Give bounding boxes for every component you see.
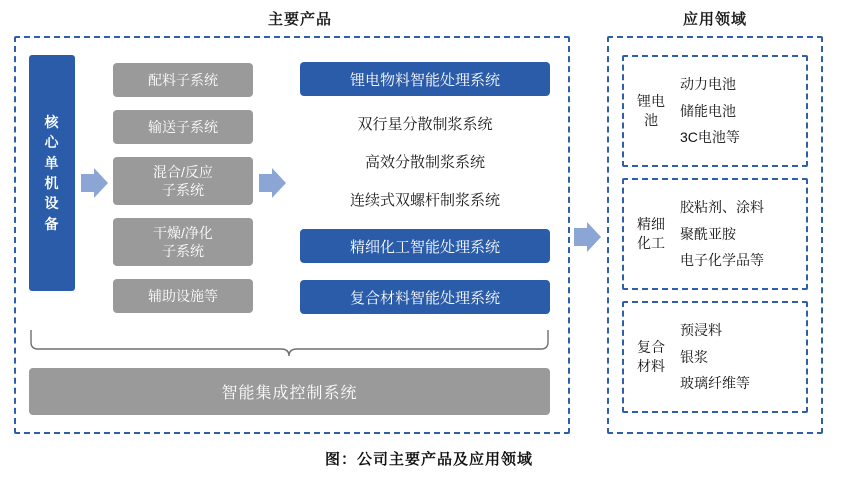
- product-label-1: 锂电物料智能处理系统: [349, 71, 500, 89]
- figure-caption: 图：公司主要产品及应用领域: [324, 451, 533, 468]
- integrated-control-system-bar: [29, 368, 550, 415]
- product-row-4: [300, 184, 550, 214]
- application-item-1-2: 储能电池: [680, 102, 736, 119]
- curly-brace: [29, 330, 550, 356]
- section-title-products: 主要产品: [267, 11, 332, 28]
- product-row-2: [300, 108, 550, 138]
- core-char-6: 备: [44, 215, 60, 232]
- application-category-2: [624, 215, 674, 253]
- product-row-1: [300, 62, 550, 96]
- subsystem-label-3-line2: 子系统: [161, 182, 204, 198]
- product-label-4: 连续式双螺杆制浆系统: [349, 191, 500, 209]
- application-items-2: [674, 194, 806, 274]
- product-row-3: [300, 146, 550, 176]
- application-item-3-2: 银浆: [680, 348, 708, 365]
- application-category-3-line1: 复合: [637, 339, 665, 356]
- core-char-4: 机: [44, 175, 60, 191]
- application-item-1-3: 3C电池等: [680, 129, 740, 146]
- subsystem-label-3-line1: 混合/反应: [153, 163, 213, 180]
- application-items-3: [674, 317, 806, 397]
- subsystem-box-5: [113, 279, 253, 313]
- subsystem-box-2: [113, 110, 253, 144]
- application-card-3: [622, 301, 808, 413]
- product-label-5: 精细化工智能处理系统: [349, 238, 500, 256]
- application-item-2-1: 胶粘剂、涂料: [680, 199, 764, 216]
- arrow-right-icon-1: [81, 168, 109, 198]
- application-category-1-line2: 池: [644, 112, 658, 128]
- product-label-6: 复合材料智能处理系统: [349, 289, 500, 307]
- application-card-1: [622, 55, 808, 167]
- product-row-6: [300, 280, 550, 314]
- core-char-2: 心: [44, 134, 60, 151]
- core-equipment-box: [29, 55, 75, 291]
- application-category-2-line1: 精细: [637, 216, 665, 233]
- application-item-3-1: 预浸料: [680, 322, 722, 339]
- application-item-3-3: 玻璃纤维等: [680, 375, 750, 392]
- application-items-1: [674, 71, 806, 151]
- arrow-right-icon-3: [574, 222, 602, 252]
- core-char-3: 单: [44, 154, 60, 171]
- subsystem-box-4: [113, 218, 253, 266]
- application-category-1-line1: 锂电: [637, 93, 665, 110]
- subsystem-label-1: 配料子系统: [148, 71, 218, 88]
- application-card-2: [622, 178, 808, 290]
- core-char-5: 设: [44, 195, 60, 212]
- subsystem-label-4-line2: 子系统: [161, 243, 204, 259]
- integrated-control-system-label: 智能集成控制系统: [221, 385, 358, 402]
- section-title-applications: 应用领域: [682, 11, 747, 28]
- application-category-2-line2: 化工: [637, 235, 665, 251]
- application-category-3-line2: 材料: [637, 358, 665, 374]
- core-char-1: 核: [44, 114, 60, 131]
- arrow-right-icon-2: [259, 168, 287, 198]
- application-category-3: [624, 338, 674, 376]
- application-category-1: [624, 92, 674, 130]
- application-item-1-1: 动力电池: [680, 76, 736, 93]
- subsystem-label-2: 输送子系统: [148, 118, 218, 135]
- subsystem-box-3: [113, 157, 253, 205]
- application-item-2-2: 聚酰亚胺: [680, 225, 736, 242]
- application-item-2-3: 电子化学品等: [680, 252, 764, 269]
- subsystem-label-5: 辅助设施等: [148, 287, 218, 304]
- product-label-3: 高效分散制浆系统: [364, 153, 485, 171]
- product-row-5: [300, 229, 550, 263]
- product-label-2: 双行星分散制浆系统: [357, 115, 493, 133]
- subsystem-label-4-line1: 干燥/净化: [153, 224, 213, 241]
- subsystem-box-1: [113, 63, 253, 97]
